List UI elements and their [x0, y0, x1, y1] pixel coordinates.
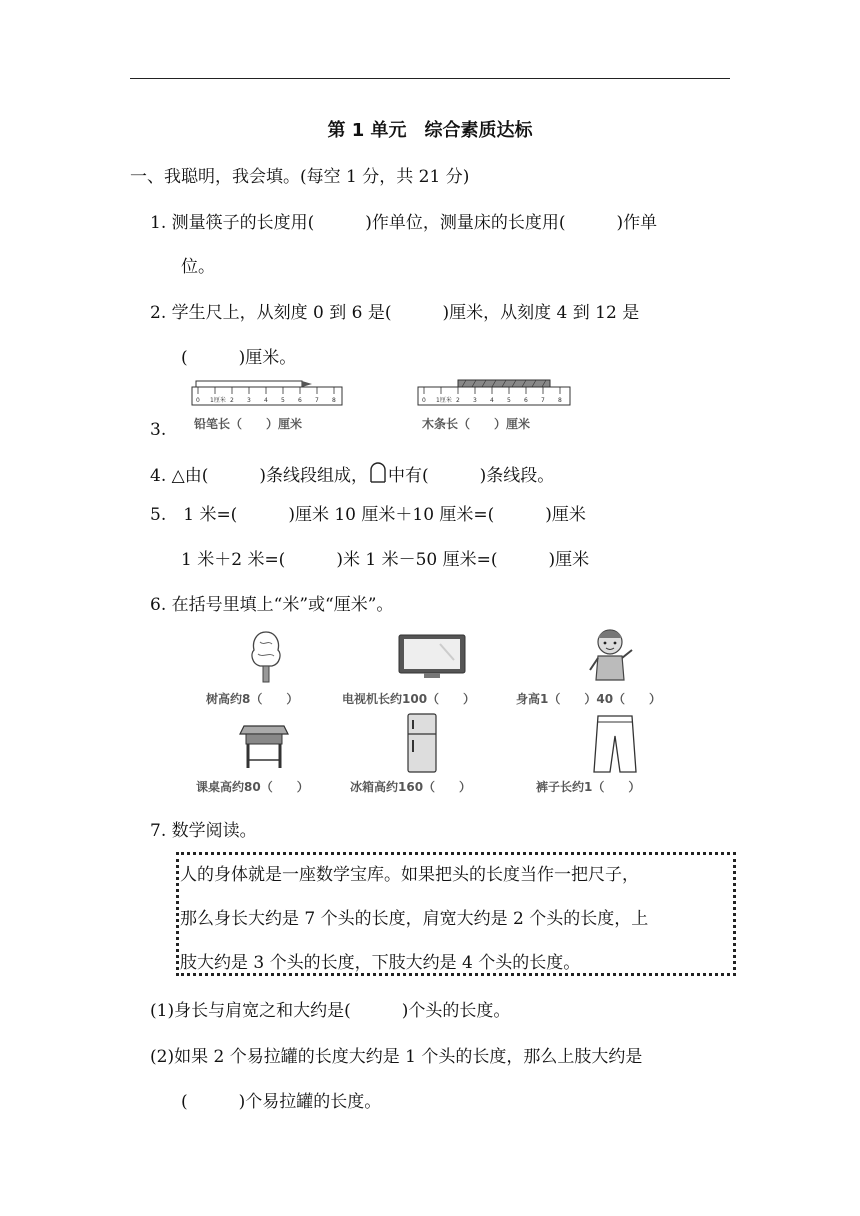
header-rule: [130, 78, 730, 79]
tv-icon: [396, 632, 468, 680]
svg-text:2: 2: [230, 397, 234, 404]
svg-text:0: 0: [196, 397, 200, 404]
child-caption: 身高1（ ）40（ ）: [516, 692, 662, 706]
svg-text:0: 0: [422, 397, 426, 404]
svg-text:3: 3: [247, 397, 251, 404]
tv-caption: 电视机长约100（ ）: [342, 692, 476, 706]
question-3-number: 3.: [150, 420, 167, 440]
question-2-line-1: 2. 学生尺上，从刻度 0 到 6 是( )厘米，从刻度 4 到 12 是: [150, 303, 640, 323]
reading-line-1: 人的身体就是一座数学宝库。如果把头的长度当作一把尺子，: [180, 865, 639, 885]
svg-text:5: 5: [507, 397, 511, 404]
question-4-part-1: 4. △由( )条线段组成，: [150, 466, 368, 486]
svg-text:8: 8: [558, 397, 562, 404]
question-7-sub-2-line-2: ( )个易拉罐的长度。: [181, 1092, 382, 1112]
pencil-caption: 铅笔长（ ）厘米: [194, 417, 303, 431]
svg-text:6: 6: [298, 397, 302, 404]
svg-text:6: 6: [524, 397, 528, 404]
question-1-line-2: 位。: [181, 257, 215, 277]
fridge-caption: 冰箱高约160（ ）: [350, 780, 472, 794]
section-heading: 一、我聪明，我会填。(每空 1 分，共 21 分): [130, 167, 470, 187]
svg-text:1厘米: 1厘米: [436, 397, 452, 404]
svg-text:7: 7: [541, 397, 545, 404]
tree-icon: [246, 628, 286, 684]
question-7-prompt: 7. 数学阅读。: [150, 821, 257, 841]
child-icon: [584, 626, 636, 686]
svg-text:2: 2: [456, 397, 460, 404]
stick-caption: 木条长（ ）厘米: [422, 417, 531, 431]
question-7-sub-2-line-1: (2)如果 2 个易拉罐的长度大约是 1 个头的长度，那么上肢大约是: [150, 1047, 643, 1067]
svg-text:4: 4: [490, 397, 494, 404]
svg-text:5: 5: [281, 397, 285, 404]
pencil-icon: [196, 381, 312, 387]
reading-line-3: 肢大约是 3 个头的长度，下肢大约是 4 个头的长度。: [180, 953, 581, 973]
pants-caption: 裤子长约1（ ）: [536, 780, 641, 794]
arch-shape-icon: [368, 460, 388, 484]
desk-caption: 课桌高约80（ ）: [196, 780, 309, 794]
svg-text:8: 8: [332, 397, 336, 404]
question-7-sub-1: (1)身长与肩宽之和大约是( )个头的长度。: [150, 1001, 511, 1021]
pencil-ruler-figure: [190, 378, 350, 408]
stick-ruler-figure: [416, 378, 576, 408]
svg-text:4: 4: [264, 397, 268, 404]
fridge-icon: [404, 712, 440, 774]
svg-text:3: 3: [473, 397, 477, 404]
pants-icon: [590, 712, 640, 776]
svg-text:1厘米: 1厘米: [210, 397, 226, 404]
question-5-line-1: 5. 1 米=( )厘米 10 厘米＋10 厘米=( )厘米: [150, 505, 586, 525]
question-5-line-2: 1 米＋2 米=( )米 1 米－50 厘米=( )厘米: [181, 550, 590, 570]
question-4: [150, 460, 554, 486]
question-1-line-1: 1. 测量筷子的长度用( )作单位，测量床的长度用( )作单: [150, 213, 658, 233]
reading-line-2: 那么身长大约是 7 个头的长度，肩宽大约是 2 个头的长度，上: [180, 909, 649, 929]
svg-text:7: 7: [315, 397, 319, 404]
wood-stick-icon: [458, 380, 550, 387]
desk-icon: [236, 716, 292, 772]
page-title: 第 1 单元 综合素质达标: [327, 120, 533, 141]
question-6-prompt: 6. 在括号里填上“米”或“厘米”。: [150, 595, 394, 615]
tree-caption: 树高约8（ ）: [206, 692, 299, 706]
question-2-line-2: ( )厘米。: [181, 348, 297, 368]
question-4-part-2: 中有( )条线段。: [387, 466, 555, 486]
